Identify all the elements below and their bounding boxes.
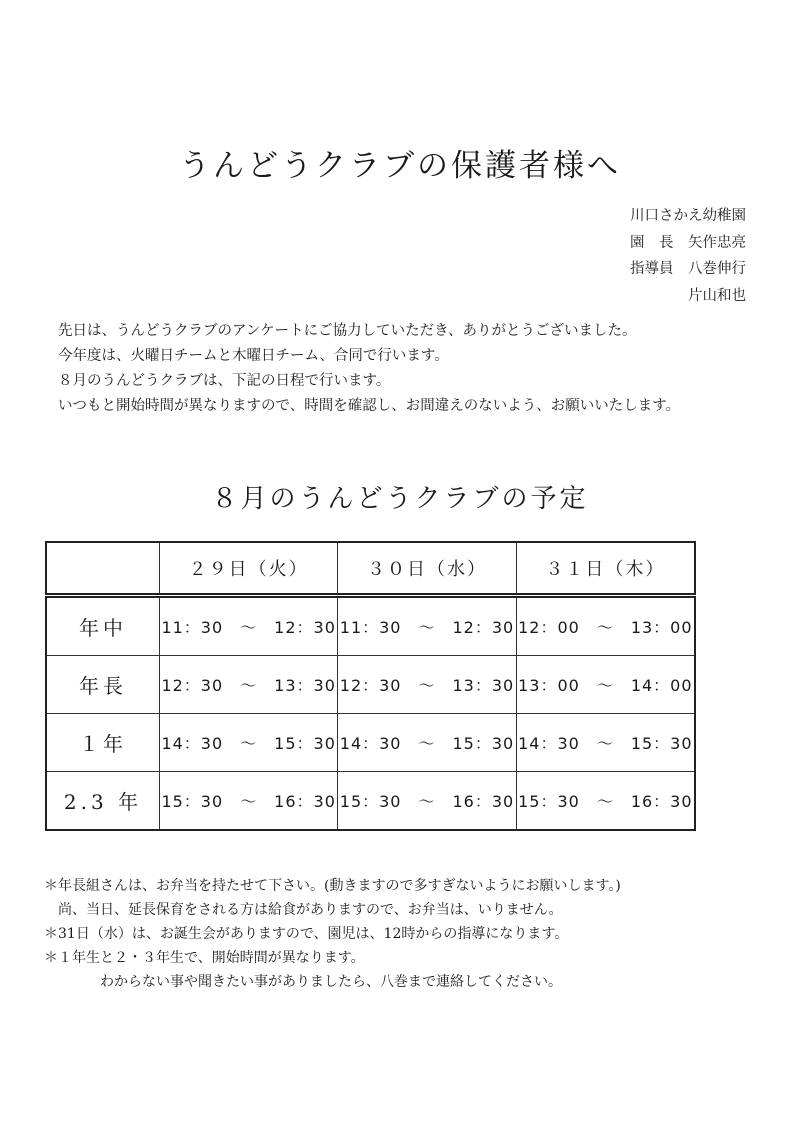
row-label: １年: [46, 714, 160, 772]
note-line: 尚、当日、延長保育をされる方は給食がありますので、お弁当は、いりません。: [58, 902, 563, 918]
note-line: ＊１年生と２・３年生で、開始時間が異なります。: [44, 950, 365, 966]
row-label: 年長: [46, 656, 160, 714]
table-row: [46, 656, 695, 714]
table-row: [46, 772, 695, 831]
corner-cell: [46, 542, 160, 596]
sender-instructor-1: 指導員 八巻伸行: [630, 261, 746, 277]
page-title: うんどうクラブの保護者様へ: [179, 148, 621, 184]
table-header-row: [46, 542, 695, 596]
table-row: [46, 714, 695, 772]
sender-kindergarten: 川口さかえ幼稚園: [630, 208, 746, 224]
row-label: 年中: [46, 596, 160, 656]
time-cell: 12：00 ～ 13：00: [516, 596, 695, 656]
time-cell: 12：30 ～ 13：30: [160, 656, 338, 714]
time-cell: 15：30 ～ 16：30: [516, 772, 695, 831]
time-cell: 14：30 ～ 15：30: [338, 714, 516, 772]
intro-line: 先日は、うんどうクラブのアンケートにご協力していただき、ありがとうございました。: [58, 323, 637, 339]
note-line: わからない事や聞きたい事がありましたら、八巻まで連絡してください。: [100, 974, 562, 990]
schedule-table: [45, 541, 696, 831]
note-line: ＊31日（水）は、お誕生会がありますので、園児は、12時からの指導になります。: [44, 926, 569, 942]
notes-section: [44, 874, 621, 994]
time-cell: 11：30 ～ 12：30: [160, 596, 338, 656]
time-cell: 15：30 ～ 16：30: [338, 772, 516, 831]
time-cell: 14：30 ～ 15：30: [160, 714, 338, 772]
time-cell: 11：30 ～ 12：30: [338, 596, 516, 656]
time-cell: 15：30 ～ 16：30: [160, 772, 338, 831]
table-row: [46, 596, 695, 656]
day-header: ３１日（木）: [516, 542, 695, 596]
time-cell: 12：30 ～ 13：30: [338, 656, 516, 714]
note-line: ＊年長組さんは、お弁当を持たせて下さい。(動きますので多すぎないようにお願いします。): [44, 878, 621, 894]
intro-paragraph: [58, 319, 680, 419]
time-cell: 13：00 ～ 14：00: [516, 656, 695, 714]
sender-block: [630, 203, 746, 309]
time-cell: 14：30 ～ 15：30: [516, 714, 695, 772]
intro-line: いつもと開始時間が異なりますので、時間を確認し、お間違えのないよう、お願いいたします。: [58, 398, 681, 414]
row-label: 2.3 年: [46, 772, 160, 831]
intro-line: 今年度は、火曜日チームと木曜日チーム、合同で行います。: [58, 348, 449, 364]
intro-line: ８月のうんどうクラブは、下記の日程で行います。: [58, 373, 391, 389]
sender-instructor-2: 片山和也: [630, 287, 746, 304]
day-header: ２９日（火）: [160, 542, 338, 596]
sender-principal: 園 長 矢作忠亮: [630, 234, 746, 251]
schedule-heading: ８月のうんどうクラブの予定: [211, 484, 589, 514]
day-header: ３０日（水）: [338, 542, 516, 596]
